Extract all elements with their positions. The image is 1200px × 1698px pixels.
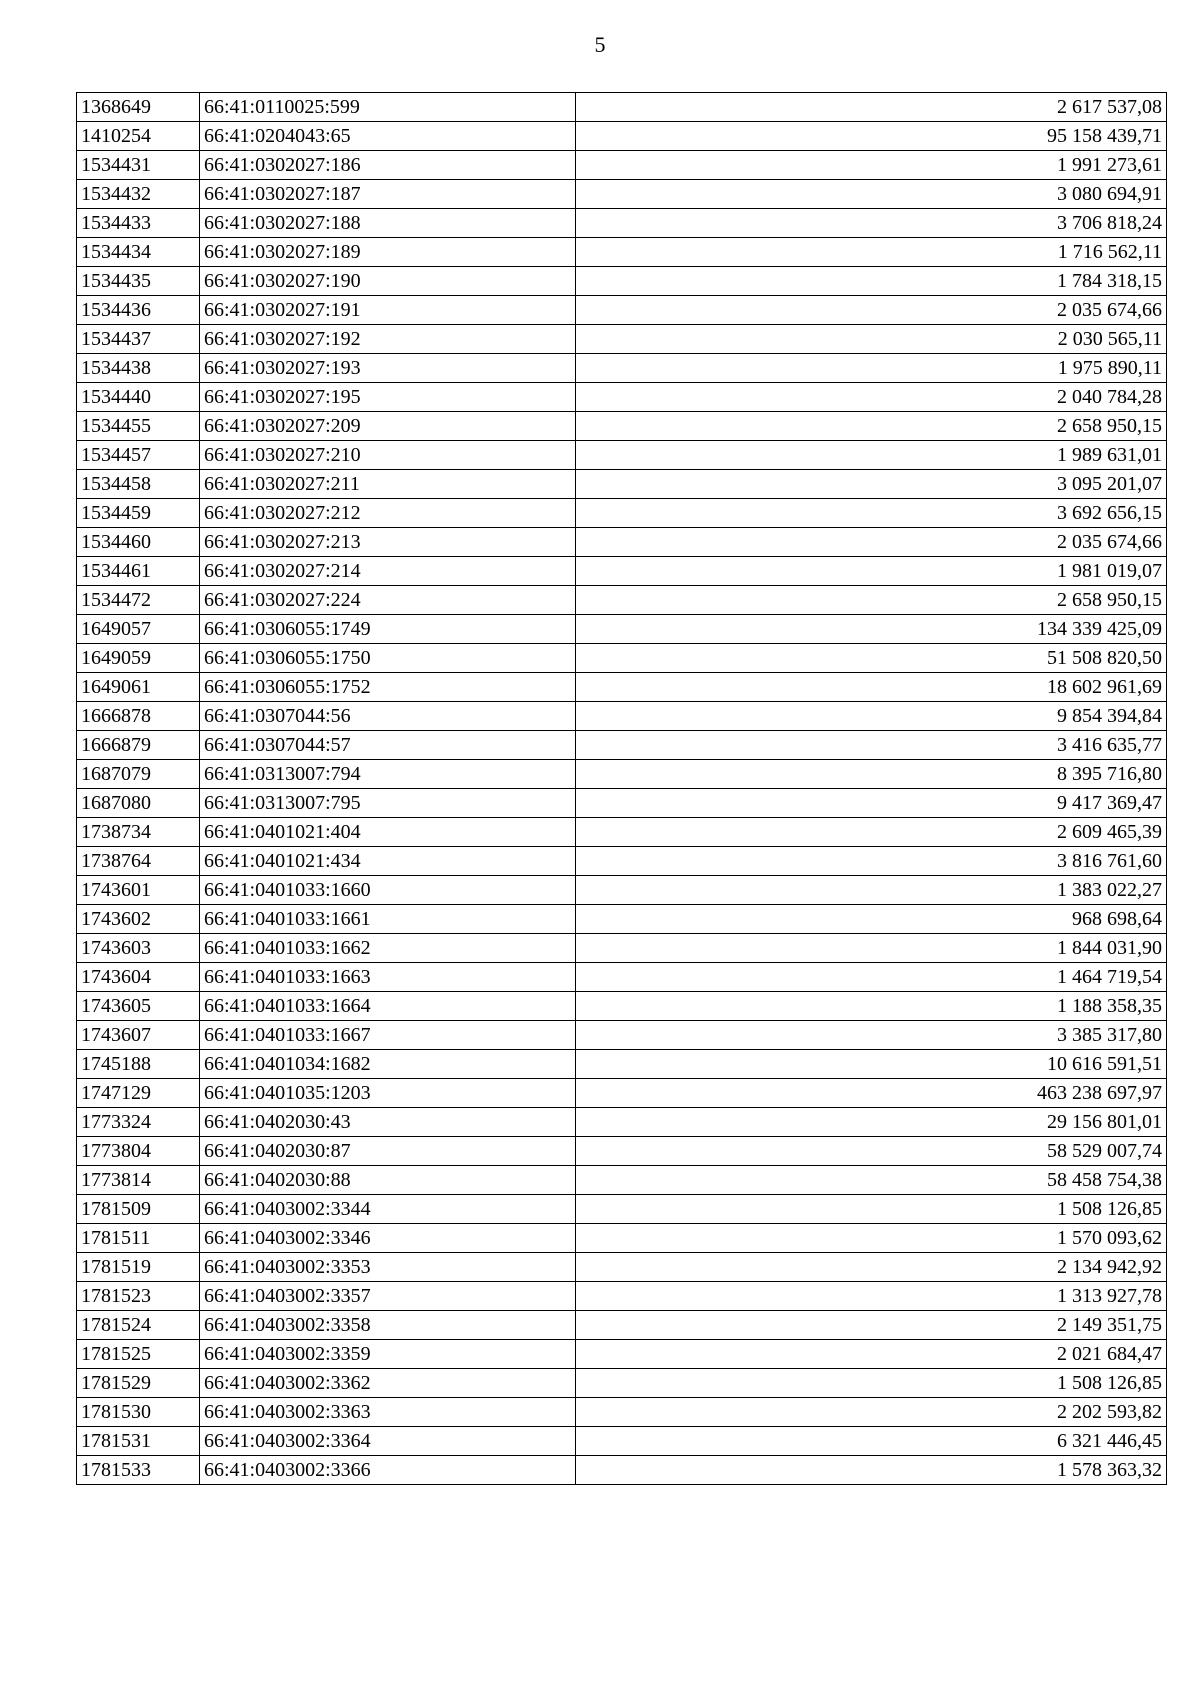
value-cell: 2 617 537,08: [576, 93, 1167, 122]
record-id-cell: 1649061: [77, 673, 200, 702]
record-id-cell: 1773804: [77, 1137, 200, 1166]
record-id-cell: 1781524: [77, 1311, 200, 1340]
value-cell: 1 784 318,15: [576, 267, 1167, 296]
cadastral-number-cell: 66:41:0402030:43: [200, 1108, 576, 1137]
table-row: [77, 325, 1167, 354]
record-id-cell: 1649057: [77, 615, 200, 644]
cadastral-number-cell: 66:41:0110025:599: [200, 93, 576, 122]
table-row: [77, 731, 1167, 760]
value-cell: 2 030 565,11: [576, 325, 1167, 354]
value-cell: 3 385 317,80: [576, 1021, 1167, 1050]
table-row: [77, 93, 1167, 122]
value-cell: 1 383 022,27: [576, 876, 1167, 905]
record-id-cell: 1534472: [77, 586, 200, 615]
value-cell: 6 321 446,45: [576, 1427, 1167, 1456]
table-row: [77, 1195, 1167, 1224]
value-cell: 2 035 674,66: [576, 528, 1167, 557]
table-row: [77, 1340, 1167, 1369]
table-row: [77, 238, 1167, 267]
value-cell: 1 464 719,54: [576, 963, 1167, 992]
value-cell: 1 313 927,78: [576, 1282, 1167, 1311]
value-cell: 134 339 425,09: [576, 615, 1167, 644]
value-cell: 1 991 273,61: [576, 151, 1167, 180]
value-cell: 58 529 007,74: [576, 1137, 1167, 1166]
record-id-cell: 1687079: [77, 760, 200, 789]
record-id-cell: 1773324: [77, 1108, 200, 1137]
record-id-cell: 1534433: [77, 209, 200, 238]
record-id-cell: 1781530: [77, 1398, 200, 1427]
record-id-cell: 1410254: [77, 122, 200, 151]
cadastral-number-cell: 66:41:0302027:187: [200, 180, 576, 209]
record-id-cell: 1743607: [77, 1021, 200, 1050]
record-id-cell: 1781523: [77, 1282, 200, 1311]
record-id-cell: 1773814: [77, 1166, 200, 1195]
cadastral-number-cell: 66:41:0302027:224: [200, 586, 576, 615]
table-row: [77, 1311, 1167, 1340]
record-id-cell: 1747129: [77, 1079, 200, 1108]
value-cell: 2 021 684,47: [576, 1340, 1167, 1369]
value-cell: 2 609 465,39: [576, 818, 1167, 847]
cadastral-number-cell: 66:41:0401021:404: [200, 818, 576, 847]
table-row: [77, 876, 1167, 905]
record-id-cell: 1687080: [77, 789, 200, 818]
record-id-cell: 1534437: [77, 325, 200, 354]
value-cell: 8 395 716,80: [576, 760, 1167, 789]
cadastral-number-cell: 66:41:0302027:210: [200, 441, 576, 470]
table-row: [77, 1166, 1167, 1195]
table-row: [77, 905, 1167, 934]
cadastral-number-cell: 66:41:0402030:88: [200, 1166, 576, 1195]
table-row: [77, 441, 1167, 470]
table-row: [77, 1253, 1167, 1282]
value-cell: 2 658 950,15: [576, 586, 1167, 615]
table-row: [77, 180, 1167, 209]
value-cell: 1 508 126,85: [576, 1195, 1167, 1224]
table-row: [77, 296, 1167, 325]
cadastral-number-cell: 66:41:0302027:192: [200, 325, 576, 354]
record-id-cell: 1738764: [77, 847, 200, 876]
table-row: [77, 760, 1167, 789]
record-id-cell: 1649059: [77, 644, 200, 673]
record-id-cell: 1534440: [77, 383, 200, 412]
cadastral-number-cell: 66:41:0403002:3344: [200, 1195, 576, 1224]
value-cell: 1 975 890,11: [576, 354, 1167, 383]
cadastral-number-cell: 66:41:0403002:3358: [200, 1311, 576, 1340]
table-row: [77, 122, 1167, 151]
table-row: [77, 1137, 1167, 1166]
record-id-cell: 1534434: [77, 238, 200, 267]
cadastral-number-cell: 66:41:0313007:794: [200, 760, 576, 789]
cadastral-number-cell: 66:41:0306055:1749: [200, 615, 576, 644]
table-row: [77, 151, 1167, 180]
table-row: [77, 934, 1167, 963]
record-id-cell: 1534457: [77, 441, 200, 470]
table-row: [77, 1021, 1167, 1050]
value-cell: 1 508 126,85: [576, 1369, 1167, 1398]
record-id-cell: 1534432: [77, 180, 200, 209]
record-id-cell: 1781533: [77, 1456, 200, 1485]
record-id-cell: 1666879: [77, 731, 200, 760]
value-cell: 1 188 358,35: [576, 992, 1167, 1021]
record-id-cell: 1781519: [77, 1253, 200, 1282]
record-id-cell: 1534455: [77, 412, 200, 441]
value-cell: 3 816 761,60: [576, 847, 1167, 876]
cadastral-number-cell: 66:41:0302027:188: [200, 209, 576, 238]
record-id-cell: 1738734: [77, 818, 200, 847]
value-cell: 95 158 439,71: [576, 122, 1167, 151]
value-cell: 2 202 593,82: [576, 1398, 1167, 1427]
cadastral-number-cell: 66:41:0403002:3357: [200, 1282, 576, 1311]
registry-table-body: [77, 93, 1167, 1485]
cadastral-number-cell: 66:41:0401021:434: [200, 847, 576, 876]
cadastral-number-cell: 66:41:0302027:191: [200, 296, 576, 325]
record-id-cell: 1666878: [77, 702, 200, 731]
cadastral-number-cell: 66:41:0302027:186: [200, 151, 576, 180]
table-row: [77, 267, 1167, 296]
value-cell: 3 692 656,15: [576, 499, 1167, 528]
cadastral-number-cell: 66:41:0306055:1752: [200, 673, 576, 702]
value-cell: 18 602 961,69: [576, 673, 1167, 702]
record-id-cell: 1368649: [77, 93, 200, 122]
value-cell: 51 508 820,50: [576, 644, 1167, 673]
cadastral-number-cell: 66:41:0402030:87: [200, 1137, 576, 1166]
cadastral-number-cell: 66:41:0403002:3346: [200, 1224, 576, 1253]
registry-table: [76, 92, 1167, 1485]
value-cell: 9 417 369,47: [576, 789, 1167, 818]
record-id-cell: 1534458: [77, 470, 200, 499]
table-row: [77, 818, 1167, 847]
record-id-cell: 1743603: [77, 934, 200, 963]
value-cell: 1 716 562,11: [576, 238, 1167, 267]
record-id-cell: 1743605: [77, 992, 200, 1021]
table-row: [77, 963, 1167, 992]
table-row: [77, 644, 1167, 673]
record-id-cell: 1781531: [77, 1427, 200, 1456]
value-cell: 3 416 635,77: [576, 731, 1167, 760]
page-number: 5: [594, 32, 606, 57]
value-cell: 29 156 801,01: [576, 1108, 1167, 1137]
record-id-cell: 1781525: [77, 1340, 200, 1369]
cadastral-number-cell: 66:41:0302027:213: [200, 528, 576, 557]
cadastral-number-cell: 66:41:0302027:190: [200, 267, 576, 296]
table-row: [77, 992, 1167, 1021]
record-id-cell: 1534438: [77, 354, 200, 383]
value-cell: 2 040 784,28: [576, 383, 1167, 412]
table-row: [77, 702, 1167, 731]
cadastral-number-cell: 66:41:0403002:3364: [200, 1427, 576, 1456]
record-id-cell: 1534459: [77, 499, 200, 528]
record-id-cell: 1534436: [77, 296, 200, 325]
cadastral-number-cell: 66:41:0302027:195: [200, 383, 576, 412]
cadastral-number-cell: 66:41:0401034:1682: [200, 1050, 576, 1079]
table-row: [77, 383, 1167, 412]
record-id-cell: 1781509: [77, 1195, 200, 1224]
cadastral-number-cell: 66:41:0306055:1750: [200, 644, 576, 673]
cadastral-number-cell: 66:41:0401033:1661: [200, 905, 576, 934]
record-id-cell: 1743604: [77, 963, 200, 992]
value-cell: 10 616 591,51: [576, 1050, 1167, 1079]
table-row: [77, 557, 1167, 586]
value-cell: 3 095 201,07: [576, 470, 1167, 499]
table-row: [77, 209, 1167, 238]
cadastral-number-cell: 66:41:0307044:57: [200, 731, 576, 760]
value-cell: 58 458 754,38: [576, 1166, 1167, 1195]
table-row: [77, 1108, 1167, 1137]
table-row: [77, 1224, 1167, 1253]
table-row: [77, 499, 1167, 528]
cadastral-number-cell: 66:41:0403002:3363: [200, 1398, 576, 1427]
table-row: [77, 673, 1167, 702]
value-cell: 1 570 093,62: [576, 1224, 1167, 1253]
cadastral-number-cell: 66:41:0403002:3362: [200, 1369, 576, 1398]
value-cell: 2 134 942,92: [576, 1253, 1167, 1282]
table-row: [77, 528, 1167, 557]
value-cell: 463 238 697,97: [576, 1079, 1167, 1108]
table-row: [77, 586, 1167, 615]
table-row: [77, 1427, 1167, 1456]
record-id-cell: 1534431: [77, 151, 200, 180]
record-id-cell: 1534435: [77, 267, 200, 296]
value-cell: 3 706 818,24: [576, 209, 1167, 238]
record-id-cell: 1743602: [77, 905, 200, 934]
value-cell: 3 080 694,91: [576, 180, 1167, 209]
cadastral-number-cell: 66:41:0302027:211: [200, 470, 576, 499]
record-id-cell: 1534460: [77, 528, 200, 557]
table-row: [77, 354, 1167, 383]
record-id-cell: 1781511: [77, 1224, 200, 1253]
value-cell: 1 578 363,32: [576, 1456, 1167, 1485]
table-row: [77, 1456, 1167, 1485]
cadastral-number-cell: 66:41:0401033:1664: [200, 992, 576, 1021]
cadastral-number-cell: 66:41:0401033:1667: [200, 1021, 576, 1050]
table-row: [77, 1079, 1167, 1108]
cadastral-number-cell: 66:41:0403002:3353: [200, 1253, 576, 1282]
table-row: [77, 615, 1167, 644]
table-row: [77, 470, 1167, 499]
cadastral-number-cell: 66:41:0302027:193: [200, 354, 576, 383]
value-cell: 2 035 674,66: [576, 296, 1167, 325]
table-row: [77, 1398, 1167, 1427]
cadastral-number-cell: 66:41:0403002:3359: [200, 1340, 576, 1369]
value-cell: 1 981 019,07: [576, 557, 1167, 586]
cadastral-number-cell: 66:41:0403002:3366: [200, 1456, 576, 1485]
value-cell: 2 149 351,75: [576, 1311, 1167, 1340]
value-cell: 1 989 631,01: [576, 441, 1167, 470]
record-id-cell: 1781529: [77, 1369, 200, 1398]
cadastral-number-cell: 66:41:0401033:1662: [200, 934, 576, 963]
table-row: [77, 847, 1167, 876]
record-id-cell: 1743601: [77, 876, 200, 905]
table-row: [77, 789, 1167, 818]
record-id-cell: 1534461: [77, 557, 200, 586]
value-cell: 1 844 031,90: [576, 934, 1167, 963]
table-row: [77, 1050, 1167, 1079]
value-cell: 968 698,64: [576, 905, 1167, 934]
cadastral-number-cell: 66:41:0302027:209: [200, 412, 576, 441]
table-row: [77, 412, 1167, 441]
cadastral-number-cell: 66:41:0401033:1663: [200, 963, 576, 992]
cadastral-number-cell: 66:41:0401033:1660: [200, 876, 576, 905]
cadastral-number-cell: 66:41:0302027:214: [200, 557, 576, 586]
table-row: [77, 1282, 1167, 1311]
value-cell: 9 854 394,84: [576, 702, 1167, 731]
cadastral-number-cell: 66:41:0302027:189: [200, 238, 576, 267]
table-row: [77, 1369, 1167, 1398]
cadastral-number-cell: 66:41:0401035:1203: [200, 1079, 576, 1108]
cadastral-number-cell: 66:41:0313007:795: [200, 789, 576, 818]
cadastral-number-cell: 66:41:0204043:65: [200, 122, 576, 151]
cadastral-number-cell: 66:41:0307044:56: [200, 702, 576, 731]
cadastral-number-cell: 66:41:0302027:212: [200, 499, 576, 528]
record-id-cell: 1745188: [77, 1050, 200, 1079]
value-cell: 2 658 950,15: [576, 412, 1167, 441]
